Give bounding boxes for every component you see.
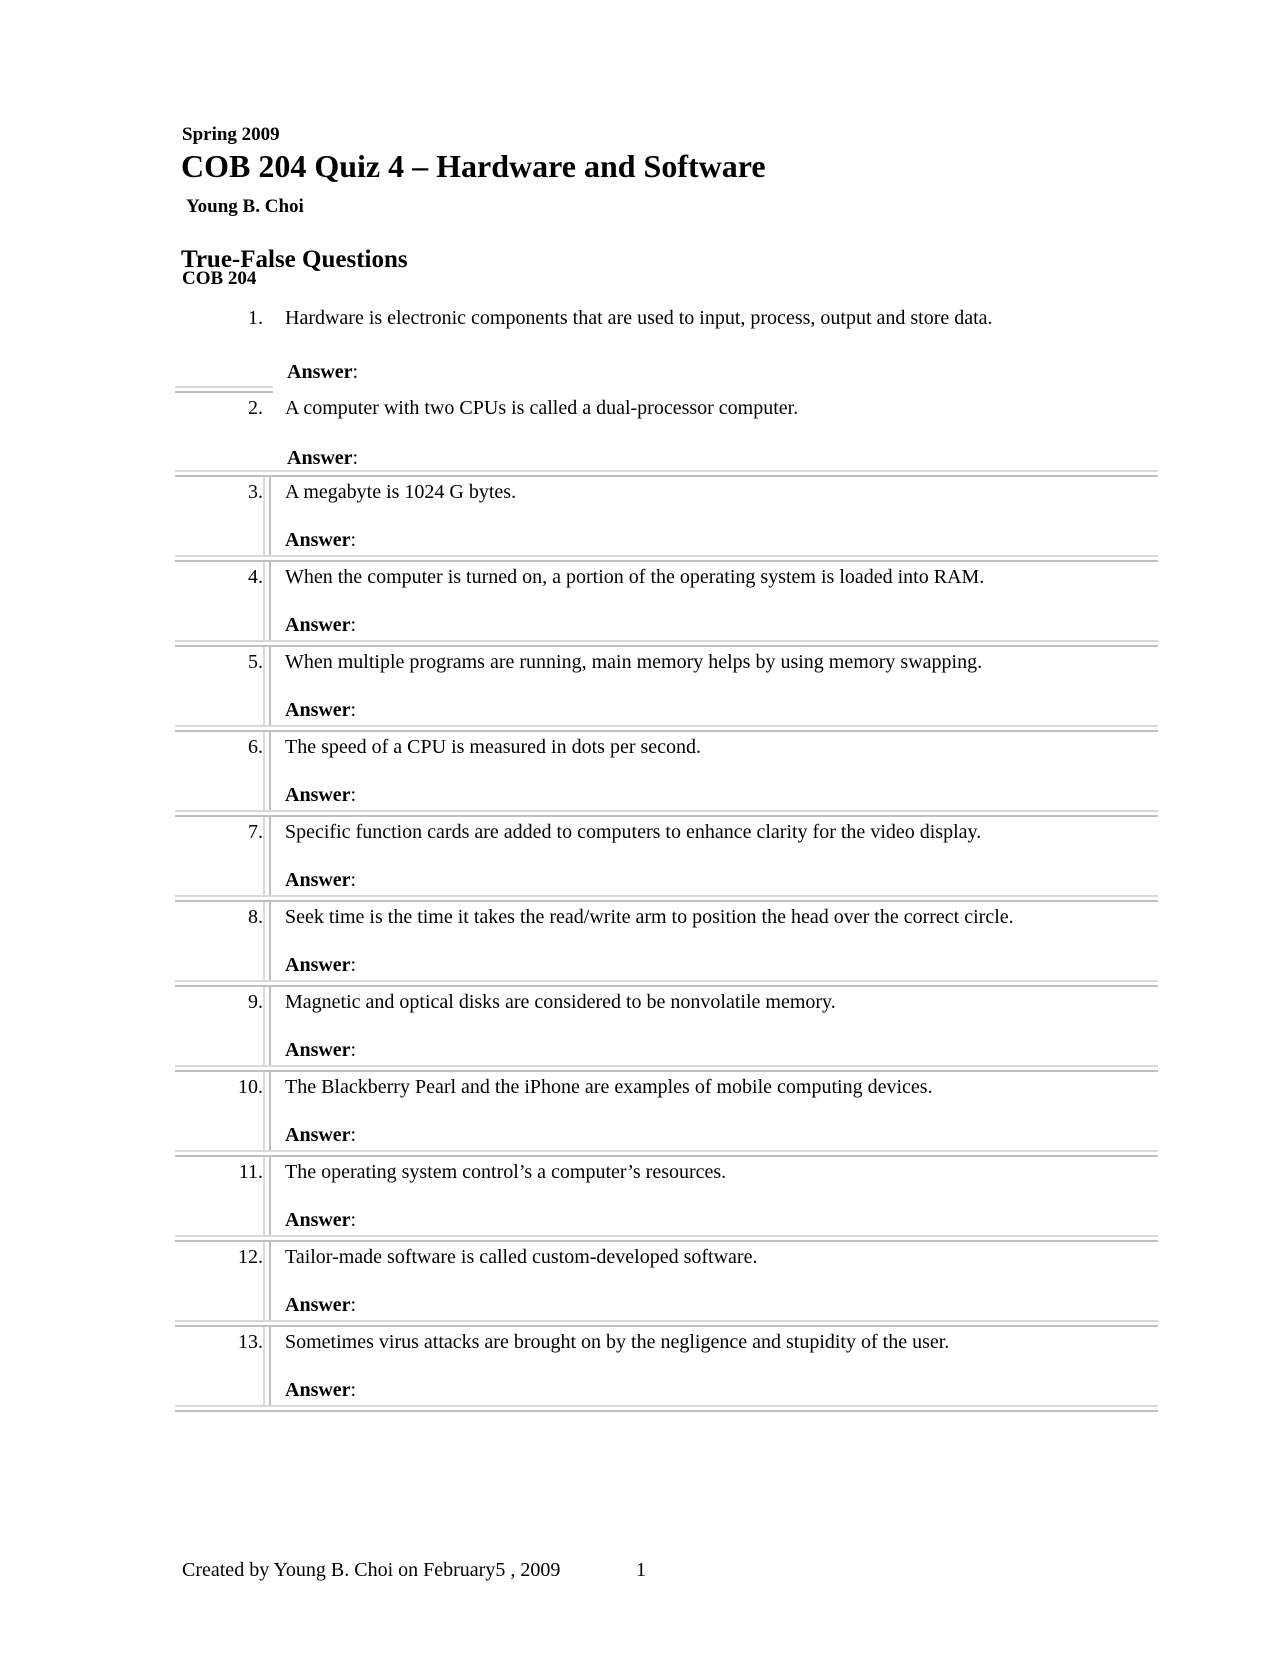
table-column-divider (263, 477, 271, 555)
question-text: When multiple programs are running, main memory helps by using memory swapping. (285, 651, 983, 673)
question-row (175, 902, 1158, 980)
questions-table (175, 470, 1158, 1412)
question-text: Sometimes virus attacks are brought on by the negligence and stupidity of the user. (285, 1331, 950, 1353)
table-column-divider (263, 902, 271, 980)
question-number: 4. (248, 566, 263, 588)
answer-line (287, 446, 358, 470)
table-column-divider (263, 817, 271, 895)
document-header (182, 75, 304, 339)
answer-colon: : (350, 1294, 357, 1316)
section-heading: True-False Questions (181, 246, 408, 273)
table-row-border (175, 555, 1158, 562)
question-number: 13. (238, 1331, 263, 1353)
answer-colon: : (350, 1379, 357, 1401)
question-row (175, 562, 1158, 640)
question-number: 5. (248, 651, 263, 673)
table-row-border (175, 1235, 1158, 1242)
answer-line (285, 953, 1158, 977)
answer-colon: : (350, 1209, 357, 1231)
question-text: The speed of a CPU is measured in dots per second. (285, 736, 702, 758)
answer-colon: : (350, 1039, 357, 1061)
question-number: 3. (248, 481, 263, 503)
question-cell (271, 732, 1158, 810)
question-cell (271, 1072, 1158, 1150)
question-cell (271, 647, 1158, 725)
answer-label: Answer (285, 784, 351, 806)
answer-label: Answer (285, 699, 351, 721)
table-row-border (175, 640, 1158, 647)
question-row (175, 732, 1158, 810)
question-text: Seek time is the time it takes the read/write arm to position the head over the correct circle. (285, 906, 1014, 928)
question-text: The operating system control’s a computer’s resources. (285, 1161, 727, 1183)
answer-colon: : (350, 1124, 357, 1146)
question-text: When the computer is turned on, a portion of the operating system is loaded into RAM. (285, 566, 985, 588)
answer-line (285, 868, 1158, 892)
answer-label: Answer (285, 1379, 351, 1401)
question-cell (271, 562, 1158, 640)
question-row (175, 987, 1158, 1065)
answer-label: Answer (285, 1124, 351, 1146)
table-row-border (175, 1150, 1158, 1157)
question-text: Tailor-made software is called custom-developed software. (285, 1246, 758, 1268)
answer-line (285, 528, 1158, 552)
question-number: 9. (248, 991, 263, 1013)
answer-label: Answer (287, 361, 353, 383)
answer-colon: : (350, 869, 357, 891)
question-text: The Blackberry Pearl and the iPhone are examples of mobile computing devices. (285, 1076, 933, 1098)
question-cell (271, 1157, 1158, 1235)
question-row (175, 1327, 1158, 1405)
table-row-border (175, 470, 1158, 477)
answer-colon: : (350, 614, 357, 636)
answer-line (285, 1123, 1158, 1147)
question-number: 10. (238, 1076, 263, 1098)
answer-label: Answer (285, 529, 351, 551)
question-row (175, 647, 1158, 725)
question-cell (271, 477, 1158, 555)
question-cell (271, 1327, 1158, 1405)
header-line-author: Young B. Choi (182, 196, 304, 217)
table-column-divider (263, 647, 271, 725)
table-column-divider (263, 732, 271, 810)
table-row-border (175, 895, 1158, 902)
header-line-term: Spring 2009 (182, 124, 280, 145)
table-column-divider (263, 1327, 271, 1405)
question-row (175, 1157, 1158, 1235)
table-border-fragment (175, 386, 273, 393)
question-text: A computer with two CPUs is called a dual-processor computer. (285, 397, 799, 419)
answer-colon: : (350, 784, 357, 806)
answer-colon: : (350, 699, 357, 721)
question-number: 6. (248, 736, 263, 758)
table-row-border (175, 1320, 1158, 1327)
table-column-divider (263, 1242, 271, 1320)
footer-text: Created by Young B. Choi on February5 , 2009 (182, 1559, 561, 1581)
question-number: 11. (238, 1161, 263, 1183)
table-column-divider (263, 987, 271, 1065)
question-number: 7. (248, 821, 263, 843)
page-number: 1 (636, 1559, 646, 1581)
answer-line (285, 1293, 1158, 1317)
question-text: A megabyte is 1024 G bytes. (285, 481, 517, 503)
answer-line (285, 1378, 1158, 1402)
answer-line (285, 613, 1158, 637)
answer-label: Answer (285, 1039, 351, 1061)
table-row-border (175, 980, 1158, 987)
question-number: 12. (238, 1246, 263, 1268)
page-title: COB 204 Quiz 4 – Hardware and Software (181, 148, 766, 184)
answer-label: Answer (285, 869, 351, 891)
answer-label: Answer (285, 614, 351, 636)
answer-label: Answer (285, 1294, 351, 1316)
question-row (175, 1072, 1158, 1150)
header-line-course: COB 204 (182, 268, 257, 289)
answer-line (285, 698, 1158, 722)
table-row-border (175, 725, 1158, 732)
question-cell (271, 902, 1158, 980)
question-cell (271, 1242, 1158, 1320)
answer-line (287, 360, 358, 384)
question-text: Magnetic and optical disks are considered to be nonvolatile memory. (285, 991, 836, 1013)
answer-label: Answer (287, 447, 353, 469)
table-column-divider (263, 1157, 271, 1235)
table-row-border (175, 1065, 1158, 1072)
table-bottom-border (175, 1405, 1158, 1412)
answer-colon: : (350, 529, 357, 551)
answer-label: Answer (285, 1209, 351, 1231)
question-number: 2. (248, 397, 263, 419)
question-text: Specific function cards are added to computers to enhance clarity for the video display. (285, 821, 982, 843)
answer-line (285, 1208, 1158, 1232)
question-number: 8. (248, 906, 263, 928)
question-number: 1. (248, 307, 263, 329)
answer-colon: : (350, 954, 357, 976)
answer-colon: : (352, 447, 359, 469)
question-row (175, 1242, 1158, 1320)
answer-line (285, 1038, 1158, 1062)
question-cell (271, 817, 1158, 895)
question-text: Hardware is electronic components that are used to input, process, output and store data. (285, 307, 993, 329)
answer-colon: : (352, 361, 359, 383)
question-cell (271, 987, 1158, 1065)
question-row (175, 477, 1158, 555)
answer-label: Answer (285, 954, 351, 976)
table-column-divider (263, 562, 271, 640)
table-column-divider (263, 1072, 271, 1150)
answer-line (285, 783, 1158, 807)
table-row-border (175, 810, 1158, 817)
question-row (175, 817, 1158, 895)
